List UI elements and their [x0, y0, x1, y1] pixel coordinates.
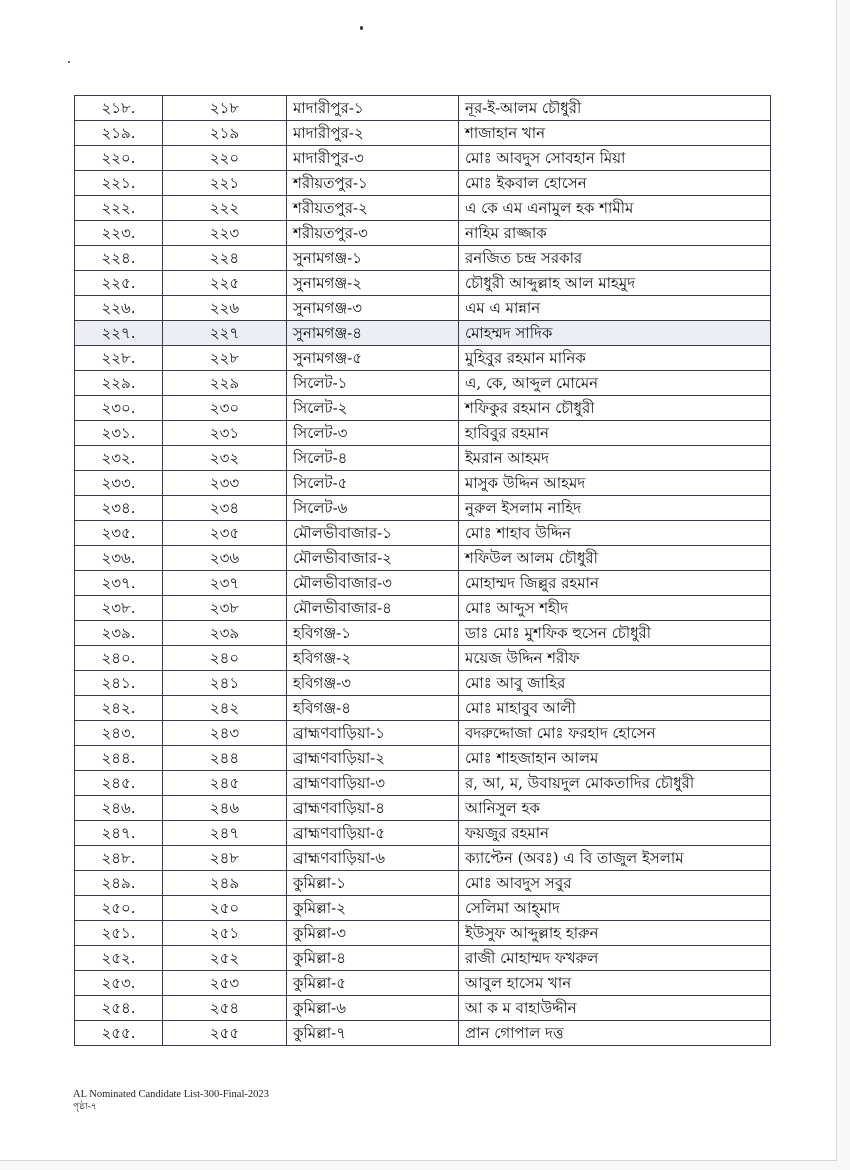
seat-number-cell: ২২৭	[163, 321, 287, 346]
serial-number-cell: ২২৫.	[75, 271, 163, 296]
serial-number-cell: ২২৪.	[75, 246, 163, 271]
candidate-name-cell: মোঃ আবু জাহির	[459, 671, 771, 696]
constituency-cell: সুনামগঞ্জ-২	[287, 271, 459, 296]
seat-number-cell: ২৫৪	[163, 996, 287, 1021]
seat-number-cell: ২৪৮	[163, 846, 287, 871]
seat-number-cell: ২৪৫	[163, 771, 287, 796]
serial-number-cell: ২১৯.	[75, 121, 163, 146]
candidate-name-cell: রনজিত চন্দ্র সরকার	[459, 246, 771, 271]
seat-number-cell: ২৩৮	[163, 596, 287, 621]
seat-number-cell: ২২০	[163, 146, 287, 171]
table-row	[75, 221, 771, 246]
serial-number-cell: ২২৯.	[75, 371, 163, 396]
candidate-name-cell: মোঃ শাহজাহান আলম	[459, 746, 771, 771]
serial-number-cell: ২৫৪.	[75, 996, 163, 1021]
table-row	[75, 846, 771, 871]
seat-number-cell: ২৩০	[163, 396, 287, 421]
serial-number-cell: ২৪৪.	[75, 746, 163, 771]
constituency-cell: ব্রাহ্মণবাড়িয়া-৪	[287, 796, 459, 821]
seat-number-cell: ২৫৩	[163, 971, 287, 996]
constituency-cell: মাদারীপুর-২	[287, 121, 459, 146]
candidate-name-cell: মোঃ মাহাবুব আলী	[459, 696, 771, 721]
table-row	[75, 971, 771, 996]
table-row	[75, 746, 771, 771]
serial-number-cell: ২২৮.	[75, 346, 163, 371]
table-row	[75, 496, 771, 521]
serial-number-cell: ২৩৫.	[75, 521, 163, 546]
scan-speck	[360, 26, 363, 30]
table-row	[75, 646, 771, 671]
constituency-cell: সুনামগঞ্জ-৪	[287, 321, 459, 346]
constituency-cell: কুমিল্লা-৩	[287, 921, 459, 946]
table-row	[75, 421, 771, 446]
seat-number-cell: ২২৪	[163, 246, 287, 271]
candidate-name-cell: শফিকুর রহমান চৌধুরী	[459, 396, 771, 421]
constituency-cell: হবিগঞ্জ-১	[287, 621, 459, 646]
constituency-cell: শরীয়তপুর-৩	[287, 221, 459, 246]
constituency-cell: হবিগঞ্জ-২	[287, 646, 459, 671]
candidate-name-cell: শাজাহান খান	[459, 121, 771, 146]
seat-number-cell: ২৩৭	[163, 571, 287, 596]
serial-number-cell: ২২৭.	[75, 321, 163, 346]
candidate-name-cell: মোঃ আবদুস সবুর	[459, 871, 771, 896]
serial-number-cell: ২২২.	[75, 196, 163, 221]
seat-number-cell: ২২৫	[163, 271, 287, 296]
serial-number-cell: ২২০.	[75, 146, 163, 171]
table-row	[75, 621, 771, 646]
candidate-name-cell: চৌধুরী আব্দুল্লাহ আল মাহমুদ	[459, 271, 771, 296]
serial-number-cell: ২৪৬.	[75, 796, 163, 821]
table-row	[75, 696, 771, 721]
table-row	[75, 246, 771, 271]
serial-number-cell: ২৩২.	[75, 446, 163, 471]
seat-number-cell: ২২৯	[163, 371, 287, 396]
scan-speck	[68, 61, 70, 63]
candidate-table	[74, 95, 771, 1046]
candidate-name-cell: বদরুদ্দোজা মোঃ ফরহাদ হোসেন	[459, 721, 771, 746]
serial-number-cell: ২৪৮.	[75, 846, 163, 871]
table-row	[75, 546, 771, 571]
seat-number-cell: ২৫০	[163, 896, 287, 921]
candidate-name-cell: এ কে এম এনামুল হক শামীম	[459, 196, 771, 221]
seat-number-cell: ২৩২	[163, 446, 287, 471]
serial-number-cell: ২৫২.	[75, 946, 163, 971]
candidate-name-cell: মোঃ আবদুস সোবহান মিয়া	[459, 146, 771, 171]
table-row	[75, 796, 771, 821]
candidate-name-cell: ইমরান আহমদ	[459, 446, 771, 471]
page-number: পৃষ্ঠা-৭	[73, 1102, 97, 1112]
seat-number-cell: ২৩৫	[163, 521, 287, 546]
constituency-cell: কুমিল্লা-১	[287, 871, 459, 896]
candidate-name-cell: ক্যাপ্টেন (অবঃ) এ বি তাজুল ইসলাম	[459, 846, 771, 871]
table-row	[75, 346, 771, 371]
seat-number-cell: ২১৯	[163, 121, 287, 146]
constituency-cell: মৌলভীবাজার-৪	[287, 596, 459, 621]
candidate-name-cell: ফয়জুর রহমান	[459, 821, 771, 846]
candidate-name-cell: মোহম্মদ সাদিক	[459, 321, 771, 346]
candidate-name-cell: আ ক ম বাহাউদ্দীন	[459, 996, 771, 1021]
seat-number-cell: ২২১	[163, 171, 287, 196]
candidate-name-cell: র, আ, ম, উবায়দুল মোকতাদির চৌধুরী	[459, 771, 771, 796]
constituency-cell: ব্রাহ্মণবাড়িয়া-১	[287, 721, 459, 746]
serial-number-cell: ২৩৬.	[75, 546, 163, 571]
candidate-name-cell: মাসুক উদ্দিন আহমদ	[459, 471, 771, 496]
serial-number-cell: ২৪৭.	[75, 821, 163, 846]
seat-number-cell: ২৫৫	[163, 1021, 287, 1046]
candidate-name-cell: ময়েজ উদ্দিন শরীফ	[459, 646, 771, 671]
seat-number-cell: ২৩১	[163, 421, 287, 446]
table-row	[75, 571, 771, 596]
serial-number-cell: ২৩৭.	[75, 571, 163, 596]
constituency-cell: সিলেট-৬	[287, 496, 459, 521]
constituency-cell: কুমিল্লা-৬	[287, 996, 459, 1021]
constituency-cell: ব্রাহ্মণবাড়িয়া-৩	[287, 771, 459, 796]
seat-number-cell: ২৪৭	[163, 821, 287, 846]
candidate-name-cell: নাহিম রাজ্জাক	[459, 221, 771, 246]
serial-number-cell: ২৫০.	[75, 896, 163, 921]
candidate-name-cell: আবুল হাসেম খান	[459, 971, 771, 996]
seat-number-cell: ২৪১	[163, 671, 287, 696]
table-row	[75, 996, 771, 1021]
table-row	[75, 771, 771, 796]
serial-number-cell: ২৩৯.	[75, 621, 163, 646]
table-row	[75, 96, 771, 121]
table-row	[75, 1021, 771, 1046]
seat-number-cell: ২২৩	[163, 221, 287, 246]
seat-number-cell: ২৪২	[163, 696, 287, 721]
candidate-name-cell: ডাঃ মোঃ মুশফিক হুসেন চৌধুরী	[459, 621, 771, 646]
seat-number-cell: ২২২	[163, 196, 287, 221]
constituency-cell: হবিগঞ্জ-৩	[287, 671, 459, 696]
constituency-cell: সিলেট-৪	[287, 446, 459, 471]
candidate-name-cell: মোহাম্মদ জিল্লুর রহমান	[459, 571, 771, 596]
serial-number-cell: ২২৬.	[75, 296, 163, 321]
candidate-name-cell: শফিউল আলম চৌধুরী	[459, 546, 771, 571]
seat-number-cell: ২৫২	[163, 946, 287, 971]
constituency-cell: সিলেট-৫	[287, 471, 459, 496]
constituency-cell: ব্রাহ্মণবাড়িয়া-৫	[287, 821, 459, 846]
candidate-name-cell: এম এ মান্নান	[459, 296, 771, 321]
table-row	[75, 521, 771, 546]
table-row	[75, 396, 771, 421]
table-row	[75, 371, 771, 396]
table-row	[75, 721, 771, 746]
seat-number-cell: ২৫১	[163, 921, 287, 946]
constituency-cell: সুনামগঞ্জ-৩	[287, 296, 459, 321]
candidate-name-cell: মোঃ আব্দুস শহীদ	[459, 596, 771, 621]
serial-number-cell: ২৪৯.	[75, 871, 163, 896]
candidate-name-cell: মোঃ শাহাব উদ্দিন	[459, 521, 771, 546]
serial-number-cell: ২৪৩.	[75, 721, 163, 746]
candidate-name-cell: ইউসুফ আব্দুল্লাহ হারুন	[459, 921, 771, 946]
seat-number-cell: ২৪৩	[163, 721, 287, 746]
constituency-cell: মৌলভীবাজার-৩	[287, 571, 459, 596]
serial-number-cell: ২৫৩.	[75, 971, 163, 996]
table-row	[75, 321, 771, 346]
constituency-cell: শরীয়তপুর-২	[287, 196, 459, 221]
candidate-name-cell: রাজী মোহাম্মদ ফখরুল	[459, 946, 771, 971]
seat-number-cell: ২১৮	[163, 96, 287, 121]
document-label: AL Nominated Candidate List-300-Final-2023	[73, 1089, 269, 1100]
seat-number-cell: ২৪০	[163, 646, 287, 671]
constituency-cell: সিলেট-৩	[287, 421, 459, 446]
constituency-cell: সুনামগঞ্জ-১	[287, 246, 459, 271]
constituency-cell: সিলেট-১	[287, 371, 459, 396]
seat-number-cell: ২৩৪	[163, 496, 287, 521]
table-row	[75, 896, 771, 921]
serial-number-cell: ২৪০.	[75, 646, 163, 671]
serial-number-cell: ২৩১.	[75, 421, 163, 446]
table-row	[75, 146, 771, 171]
constituency-cell: মাদারীপুর-১	[287, 96, 459, 121]
candidate-name-cell: মোঃ ইকবাল হোসেন	[459, 171, 771, 196]
serial-number-cell: ২৩৪.	[75, 496, 163, 521]
table-row	[75, 671, 771, 696]
serial-number-cell: ২৪১.	[75, 671, 163, 696]
table-row	[75, 171, 771, 196]
serial-number-cell: ২১৮.	[75, 96, 163, 121]
serial-number-cell: ২২৩.	[75, 221, 163, 246]
table-row	[75, 871, 771, 896]
constituency-cell: মৌলভীবাজার-২	[287, 546, 459, 571]
serial-number-cell: ২৫৫.	[75, 1021, 163, 1046]
candidate-name-cell: মুহিবুর রহমান মানিক	[459, 346, 771, 371]
candidate-name-cell: সেলিমা আহ্‌মাদ	[459, 896, 771, 921]
constituency-cell: কুমিল্লা-৫	[287, 971, 459, 996]
serial-number-cell: ২৩৮.	[75, 596, 163, 621]
constituency-cell: কুমিল্লা-৪	[287, 946, 459, 971]
candidate-name-cell: নুরুল ইসলাম নাহিদ	[459, 496, 771, 521]
seat-number-cell: ২৩৩	[163, 471, 287, 496]
table-row	[75, 271, 771, 296]
serial-number-cell: ২৪৫.	[75, 771, 163, 796]
candidate-table-body	[75, 96, 771, 1046]
seat-number-cell: ২৪৪	[163, 746, 287, 771]
candidate-name-cell: হাবিবুর রহমান	[459, 421, 771, 446]
seat-number-cell: ২২৬	[163, 296, 287, 321]
serial-number-cell: ২৫১.	[75, 921, 163, 946]
seat-number-cell: ২৪৬	[163, 796, 287, 821]
table-row	[75, 471, 771, 496]
serial-number-cell: ২২১.	[75, 171, 163, 196]
table-row	[75, 196, 771, 221]
constituency-cell: হবিগঞ্জ-৪	[287, 696, 459, 721]
constituency-cell: ব্রাহ্মণবাড়িয়া-২	[287, 746, 459, 771]
constituency-cell: কুমিল্লা-৭	[287, 1021, 459, 1046]
candidate-name-cell: নূর-ই-আলম চৌধুরী	[459, 96, 771, 121]
table-row	[75, 446, 771, 471]
constituency-cell: কুমিল্লা-২	[287, 896, 459, 921]
seat-number-cell: ২৪৯	[163, 871, 287, 896]
candidate-name-cell: এ, কে, আব্দুল মোমেন	[459, 371, 771, 396]
constituency-cell: সুনামগঞ্জ-৫	[287, 346, 459, 371]
seat-number-cell: ২২৮	[163, 346, 287, 371]
table-row	[75, 296, 771, 321]
table-row	[75, 596, 771, 621]
constituency-cell: মৌলভীবাজার-১	[287, 521, 459, 546]
candidate-name-cell: আনিসুল হক	[459, 796, 771, 821]
constituency-cell: শরীয়তপুর-১	[287, 171, 459, 196]
table-row	[75, 821, 771, 846]
serial-number-cell: ২৩৩.	[75, 471, 163, 496]
seat-number-cell: ২৩৬	[163, 546, 287, 571]
constituency-cell: ব্রাহ্মণবাড়িয়া-৬	[287, 846, 459, 871]
serial-number-cell: ২৩০.	[75, 396, 163, 421]
constituency-cell: সিলেট-২	[287, 396, 459, 421]
table-row	[75, 121, 771, 146]
seat-number-cell: ২৩৯	[163, 621, 287, 646]
table-row	[75, 921, 771, 946]
constituency-cell: মাদারীপুর-৩	[287, 146, 459, 171]
serial-number-cell: ২৪২.	[75, 696, 163, 721]
table-row	[75, 946, 771, 971]
candidate-name-cell: প্রান গোপাল দত্ত	[459, 1021, 771, 1046]
